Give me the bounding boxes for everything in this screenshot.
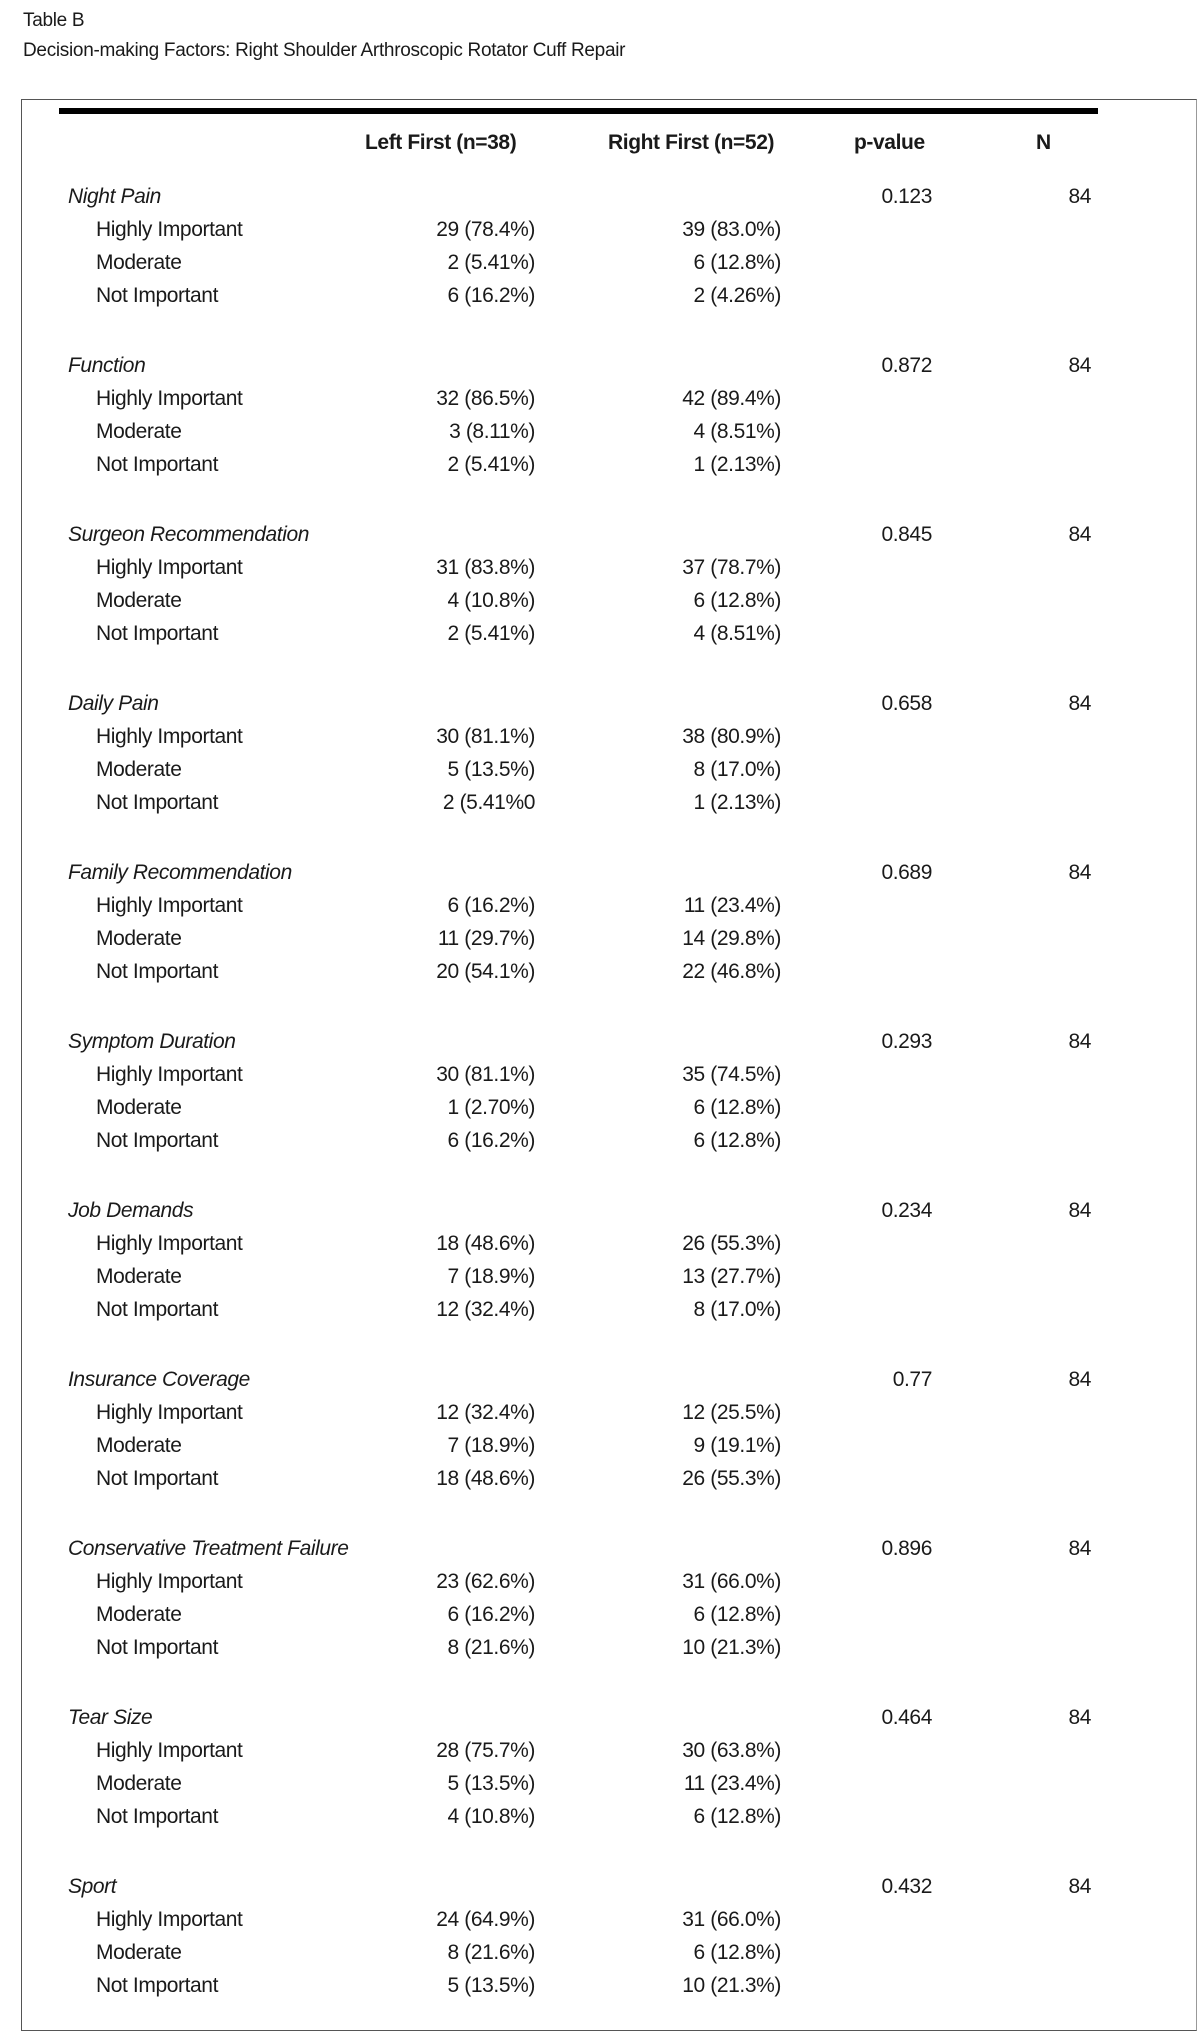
row-label: Not Important xyxy=(96,1805,219,1828)
right-first-value: 10 (21.3%) xyxy=(682,1636,781,1659)
category-label: Sport xyxy=(68,1875,117,1898)
n-value: 84 xyxy=(1068,1875,1091,1898)
left-first-value: 20 (54.1%) xyxy=(436,960,535,983)
row-label: Highly Important xyxy=(96,1908,243,1931)
n-value: 84 xyxy=(1068,1030,1091,1053)
p-value: 0.658 xyxy=(881,692,932,715)
left-first-value: 5 (13.5%) xyxy=(447,758,535,781)
right-first-value: 39 (83.0%) xyxy=(682,218,781,241)
header-p-value: p-value xyxy=(854,131,925,154)
top-rule xyxy=(59,108,1098,114)
row-label: Highly Important xyxy=(96,894,243,917)
category-label: Insurance Coverage xyxy=(68,1368,250,1391)
left-first-value: 18 (48.6%) xyxy=(436,1467,535,1490)
row-label: Not Important xyxy=(96,284,219,307)
row-label: Moderate xyxy=(96,1941,182,1964)
table-label: Table B xyxy=(23,10,85,31)
p-value: 0.77 xyxy=(892,1368,932,1391)
left-first-value: 28 (75.7%) xyxy=(436,1739,535,1762)
p-value: 0.464 xyxy=(881,1706,932,1729)
right-first-value: 6 (12.8%) xyxy=(693,251,781,274)
right-first-value: 26 (55.3%) xyxy=(682,1467,781,1490)
right-first-value: 11 (23.4%) xyxy=(683,1772,781,1795)
n-value: 84 xyxy=(1068,1706,1091,1729)
left-first-value: 2 (5.41%) xyxy=(447,453,535,476)
n-value: 84 xyxy=(1068,185,1091,208)
left-first-value: 6 (16.2%) xyxy=(447,1603,535,1626)
left-first-value: 4 (10.8%) xyxy=(447,589,535,612)
left-first-value: 32 (86.5%) xyxy=(436,387,535,410)
left-first-value: 8 (21.6%) xyxy=(447,1941,535,1964)
left-first-value: 7 (18.9%) xyxy=(447,1265,535,1288)
row-label: Moderate xyxy=(96,1603,182,1626)
right-first-value: 4 (8.51%) xyxy=(693,420,781,443)
right-first-value: 1 (2.13%) xyxy=(693,453,781,476)
left-first-value: 30 (81.1%) xyxy=(436,1063,535,1086)
p-value: 0.896 xyxy=(881,1537,932,1560)
right-first-value: 31 (66.0%) xyxy=(682,1570,781,1593)
left-first-value: 5 (13.5%) xyxy=(447,1772,535,1795)
category-label: Function xyxy=(68,354,146,377)
row-label: Not Important xyxy=(96,1467,219,1490)
right-first-value: 26 (55.3%) xyxy=(682,1232,781,1255)
right-first-value: 2 (4.26%) xyxy=(693,284,781,307)
left-first-value: 2 (5.41%) xyxy=(447,251,535,274)
left-first-value: 2 (5.41%0 xyxy=(442,791,535,814)
category-label: Job Demands xyxy=(68,1199,194,1222)
row-label: Moderate xyxy=(96,420,182,443)
p-value: 0.872 xyxy=(881,354,932,377)
left-first-value: 24 (64.9%) xyxy=(436,1908,535,1931)
right-first-value: 10 (21.3%) xyxy=(682,1974,781,1997)
left-first-value: 7 (18.9%) xyxy=(447,1434,535,1457)
right-first-value: 6 (12.8%) xyxy=(693,1129,781,1152)
row-label: Highly Important xyxy=(96,387,243,410)
category-label: Conservative Treatment Failure xyxy=(68,1537,349,1560)
left-first-value: 31 (83.8%) xyxy=(436,556,535,579)
row-label: Highly Important xyxy=(96,1063,243,1086)
row-label: Not Important xyxy=(96,960,219,983)
left-first-value: 23 (62.6%) xyxy=(436,1570,535,1593)
row-label: Moderate xyxy=(96,1096,182,1119)
p-value: 0.689 xyxy=(881,861,932,884)
left-first-value: 6 (16.2%) xyxy=(447,1129,535,1152)
n-value: 84 xyxy=(1068,354,1091,377)
category-label: Surgeon Recommendation xyxy=(68,523,310,546)
row-label: Not Important xyxy=(96,453,219,476)
left-first-value: 1 (2.70%) xyxy=(447,1096,535,1119)
n-value: 84 xyxy=(1068,861,1091,884)
left-first-value: 29 (78.4%) xyxy=(436,218,535,241)
row-label: Moderate xyxy=(96,1434,182,1457)
right-first-value: 13 (27.7%) xyxy=(682,1265,781,1288)
right-first-value: 31 (66.0%) xyxy=(682,1908,781,1931)
row-label: Not Important xyxy=(96,1974,219,1997)
row-label: Highly Important xyxy=(96,725,243,748)
row-label: Not Important xyxy=(96,1129,219,1152)
row-label: Highly Important xyxy=(96,218,243,241)
left-first-value: 12 (32.4%) xyxy=(436,1298,535,1321)
left-first-value: 6 (16.2%) xyxy=(447,894,535,917)
row-label: Highly Important xyxy=(96,1739,243,1762)
right-first-value: 6 (12.8%) xyxy=(693,1603,781,1626)
right-first-value: 12 (25.5%) xyxy=(682,1401,781,1424)
category-label: Tear Size xyxy=(68,1706,153,1729)
row-label: Not Important xyxy=(96,1298,219,1321)
category-label: Family Recommendation xyxy=(68,861,292,884)
row-label: Highly Important xyxy=(96,1570,243,1593)
left-first-value: 4 (10.8%) xyxy=(447,1805,535,1828)
category-label: Daily Pain xyxy=(68,692,159,715)
n-value: 84 xyxy=(1068,523,1091,546)
row-label: Highly Important xyxy=(96,1232,243,1255)
n-value: 84 xyxy=(1068,692,1091,715)
p-value: 0.845 xyxy=(881,523,932,546)
left-first-value: 18 (48.6%) xyxy=(436,1232,535,1255)
row-label: Highly Important xyxy=(96,556,243,579)
row-label: Moderate xyxy=(96,1265,182,1288)
category-label: Night Pain xyxy=(68,185,161,208)
right-first-value: 1 (2.13%) xyxy=(693,791,781,814)
right-first-value: 4 (8.51%) xyxy=(693,622,781,645)
n-value: 84 xyxy=(1068,1368,1091,1391)
right-first-value: 8 (17.0%) xyxy=(693,1298,781,1321)
right-first-value: 22 (46.8%) xyxy=(682,960,781,983)
p-value: 0.234 xyxy=(881,1199,932,1222)
row-label: Not Important xyxy=(96,791,219,814)
row-label: Moderate xyxy=(96,589,182,612)
right-first-value: 11 (23.4%) xyxy=(683,894,781,917)
header-right-first: Right First (n=52) xyxy=(608,131,775,154)
right-first-value: 42 (89.4%) xyxy=(682,387,781,410)
n-value: 84 xyxy=(1068,1199,1091,1222)
table-caption: Decision-making Factors: Right Shoulder Arthroscopic Rotator Cuff Repair xyxy=(23,40,626,61)
left-first-value: 8 (21.6%) xyxy=(447,1636,535,1659)
right-first-value: 37 (78.7%) xyxy=(682,556,781,579)
category-label: Symptom Duration xyxy=(68,1030,236,1053)
row-label: Moderate xyxy=(96,251,182,274)
right-first-value: 38 (80.9%) xyxy=(682,725,781,748)
p-value: 0.432 xyxy=(881,1875,932,1898)
n-value: 84 xyxy=(1068,1537,1091,1560)
right-first-value: 30 (63.8%) xyxy=(682,1739,781,1762)
right-first-value: 6 (12.8%) xyxy=(693,1805,781,1828)
p-value: 0.123 xyxy=(881,185,932,208)
row-label: Moderate xyxy=(96,758,182,781)
row-label: Not Important xyxy=(96,1636,219,1659)
left-first-value: 30 (81.1%) xyxy=(436,725,535,748)
right-first-value: 35 (74.5%) xyxy=(682,1063,781,1086)
right-first-value: 9 (19.1%) xyxy=(693,1434,781,1457)
right-first-value: 6 (12.8%) xyxy=(693,1096,781,1119)
left-first-value: 12 (32.4%) xyxy=(436,1401,535,1424)
left-first-value: 2 (5.41%) xyxy=(447,622,535,645)
row-label: Moderate xyxy=(96,1772,182,1795)
header-left-first: Left First (n=38) xyxy=(365,131,517,154)
p-value: 0.293 xyxy=(881,1030,932,1053)
row-label: Moderate xyxy=(96,927,182,950)
right-first-value: 14 (29.8%) xyxy=(682,927,781,950)
row-label: Highly Important xyxy=(96,1401,243,1424)
row-label: Not Important xyxy=(96,622,219,645)
right-first-value: 8 (17.0%) xyxy=(693,758,781,781)
left-first-value: 5 (13.5%) xyxy=(447,1974,535,1997)
left-first-value: 6 (16.2%) xyxy=(447,284,535,307)
left-first-value: 3 (8.11%) xyxy=(449,420,535,443)
right-first-value: 6 (12.8%) xyxy=(693,589,781,612)
right-first-value: 6 (12.8%) xyxy=(693,1941,781,1964)
left-first-value: 11 (29.7%) xyxy=(437,927,535,950)
header-n: N xyxy=(1036,131,1051,154)
